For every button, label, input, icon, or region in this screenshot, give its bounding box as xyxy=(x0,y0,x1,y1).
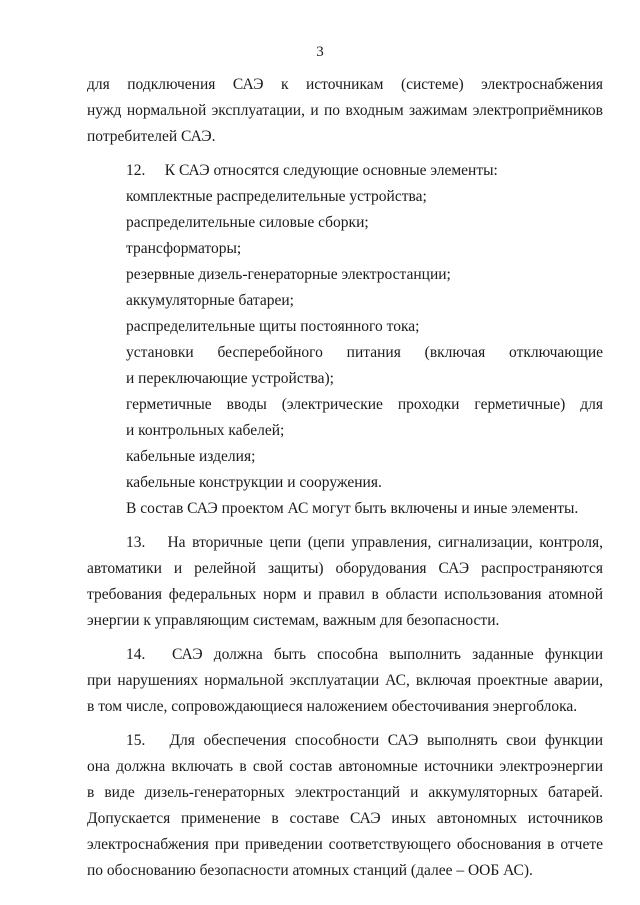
list-item: герметичные вводы (электрические проходки герметичные) для xyxy=(126,396,603,413)
text-line: 15. Для обеспечения способности САЭ выполнять свои функции xyxy=(126,732,603,749)
text-line: Допускается применение в составе САЭ иных автономных источников xyxy=(87,810,603,827)
list-item-continuation: и контрольных кабелей; xyxy=(126,422,285,439)
text-line: нужд нормальной эксплуатации, и по входным зажимам электроприёмников xyxy=(87,102,603,119)
text-line: потребителей САЭ. xyxy=(87,128,216,145)
clause-15 xyxy=(87,728,603,884)
text-line: 14. САЭ должна быть способна выполнить заданные функции xyxy=(126,646,603,663)
text-line: требования федеральных норм и правил в области использования атомной xyxy=(87,586,603,603)
list-item: комплектные распределительные устройства; xyxy=(126,188,427,205)
list-item: установки бесперебойного питания (включая отключающие xyxy=(126,344,603,361)
text-line: она должна включать в свой состав автономные источники электроэнергии xyxy=(87,758,603,775)
list-item: резервные дизель-генераторные электростанции; xyxy=(126,266,451,283)
list-item: трансформаторы; xyxy=(126,240,242,257)
list-item: аккумуляторные батареи; xyxy=(126,292,294,309)
text-line: по обоснованию безопасности атомных станций (далее – ООБ АС). xyxy=(87,862,533,879)
list-item-continuation: и переключающие устройства); xyxy=(126,370,334,387)
list-item: кабельные изделия; xyxy=(126,448,256,465)
document-body xyxy=(87,72,603,884)
clause-note: В состав САЭ проектом АС могут быть включены и иные элементы. xyxy=(126,500,579,517)
intro-paragraph xyxy=(87,72,603,150)
clause-heading: 12. К САЭ относятся следующие основные элементы: xyxy=(126,162,498,179)
text-line: автоматики и релейной защиты) оборудования САЭ распространяются xyxy=(87,560,603,577)
text-line: электроснабжения при приведении соответствующего обоснования в отчете xyxy=(87,836,603,853)
list-item: распределительные силовые сборки; xyxy=(126,214,369,231)
text-line: 13. На вторичные цепи (цепи управления, сигнализации, контроля, xyxy=(126,534,603,551)
text-line: в том числе, сопровождающиеся наложением обесточивания энергоблока. xyxy=(87,698,578,715)
list-item: распределительные щиты постоянного тока; xyxy=(126,318,420,335)
clause-14 xyxy=(87,642,603,720)
clause-13 xyxy=(87,530,603,634)
list-item: кабельные конструкции и сооружения. xyxy=(126,474,382,491)
page-number: 3 xyxy=(316,44,324,60)
text-line: для подключения САЭ к источникам (системе) электроснабжения xyxy=(87,76,603,93)
clause-12 xyxy=(87,158,603,522)
text-line: энергии к управляющим системам, важным для безопасности. xyxy=(87,612,500,629)
text-line: в виде дизель-генераторных электростанций и аккумуляторных батарей. xyxy=(87,784,603,801)
text-line: при нарушениях нормальной эксплуатации АС, включая проектные аварии, xyxy=(87,672,603,689)
